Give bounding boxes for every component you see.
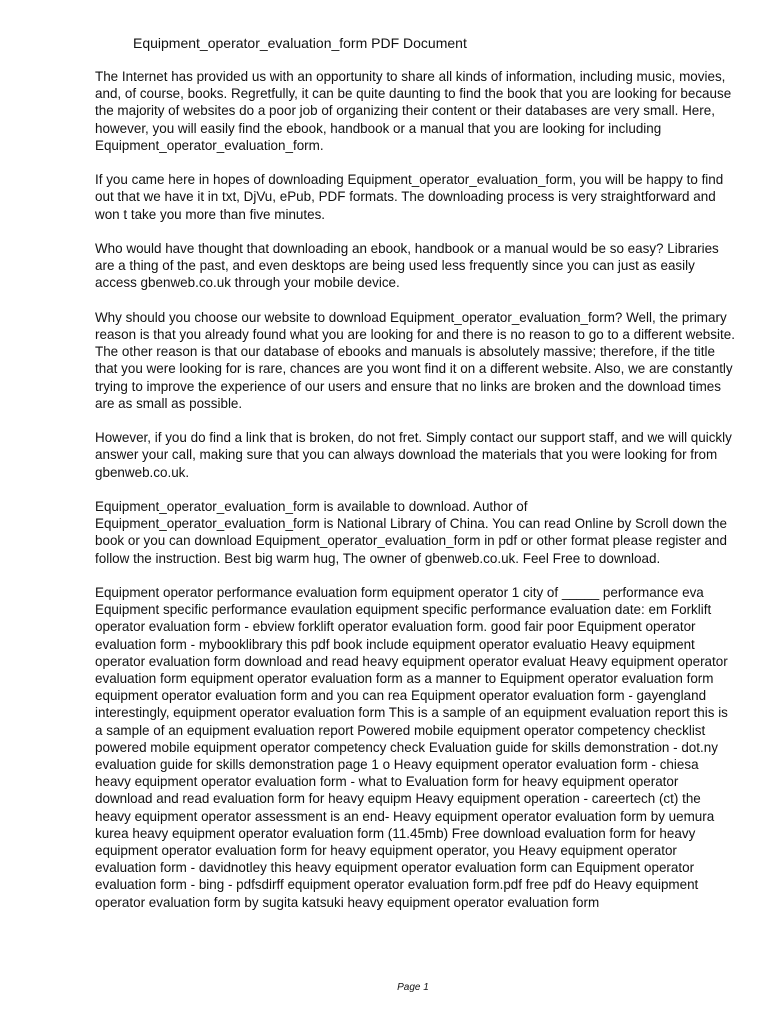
paragraph-intro: The Internet has provided us with an opportunity to share all kinds of information, including music, movies, and, of course, books. Regretfully, it can be quite daunting to find the book that you are looking for because the majority of websites do a poor job of organizing their content or their databases are very small. Here, however, you will easily find the ebook, handbook or a manual that you are looking for including Equipment_operator_evaluation_form. bbox=[95, 69, 732, 153]
paragraph-why-choose: Why should you choose our website to download Equipment_operator_evaluation_form? Well, the primary reason is that you already found what you are looking for and there is no reason to go to a different website. The other reason is that our database of ebooks and manuals is absolutely massive; therefore, if the title that you were looking for is rare, chances are you wont find it on a different website. Also, we are constantly trying to improve the experience of our users and ensure that no links are broken and the download times are as small as possible. bbox=[95, 309, 735, 411]
page-number: Page 1 bbox=[397, 982, 429, 993]
paragraph-availability: Equipment_operator_evaluation_form is available to download. Author of Equipment_operator_evaluation_form is National Library of China. You can read Online by Scroll down the book or you can download Equipment_operator_evaluation_form in pdf or other format please register and follow the instruction. Best big warm hug, The owner of gbenweb.co.uk. Feel Free to download. bbox=[95, 499, 727, 566]
paragraph-formats: If you came here in hopes of downloading Equipment_operator_evaluation_form, you will be happy to find out that we have it in txt, DjVu, ePub, PDF formats. The downloading process is very straightforward and won t take you more than five minutes. bbox=[95, 172, 724, 222]
paragraph-broken-links: However, if you do find a link that is broken, do not fret. Simply contact our support staff, and we will quickly answer your call, making sure that you can always download the materials that you were looking for from gbenweb.co.uk. bbox=[95, 430, 732, 480]
document-title: Equipment_operator_evaluation_form PDF Document bbox=[133, 35, 467, 51]
page-footer bbox=[0, 982, 770, 994]
document-body bbox=[95, 68, 738, 928]
paragraph-related-results: Equipment operator performance evaluation form equipment operator 1 city of _____ performance eva Equipment specific performance evaulation equipment specific performance evaluation date: em Forklift operator evaluation form - ebview forklift operator evaluation form. good fair poor Equipment operator evaluation form - mybooklibrary this pdf book include equipment operator evaluatio Heavy equipment operator evaluation form download and read heavy equipment operator evaluat Heavy equipment operator evaluation form equipment operator evaluation form as a manner to Equipment operator evaluation form equipment operator evaluation form and you can rea Equipment operator evaluation form - gayengland interestingly, equipment operator evaluation form This is a sample of an equipment evaluation report this is a sample of an equipment evaluation report Powered mobile equipment operator competency checklist powered mobile equipment operator competency check Evaluation guide for skills demonstration - dot.ny evaluation guide for skills demonstration page 1 o Heavy equipment operator evaluation form - chiesa heavy equipment operator evaluation form - what to Evaluation form for heavy equipment operator download and read evaluation form for heavy equipm Heavy equipment operation - careertech (ct) the heavy equipment operator assessment is an end- Heavy equipment operator evaluation form by uemura kurea heavy equipment operator evaluation form (11.45mb) Free download evaluation form for heavy equipment operator evaluation form for heavy equipment operator, you Heavy equipment operator evaluation form - davidnotley this heavy equipment operator evaluation form can Equipment operator evaluation form - bing - pdfsdirff equipment operator evaluation form.pdf free pdf do Heavy equipment operator evaluation form by sugita katsuki heavy equipment operator evaluation form bbox=[95, 585, 728, 910]
paragraph-mobile: Who would have thought that downloading an ebook, handbook or a manual would be so easy? Libraries are a thing of the past, and even desktops are being used less frequently since you can just as easily access gbenweb.co.uk through your mobile device. bbox=[95, 241, 719, 291]
